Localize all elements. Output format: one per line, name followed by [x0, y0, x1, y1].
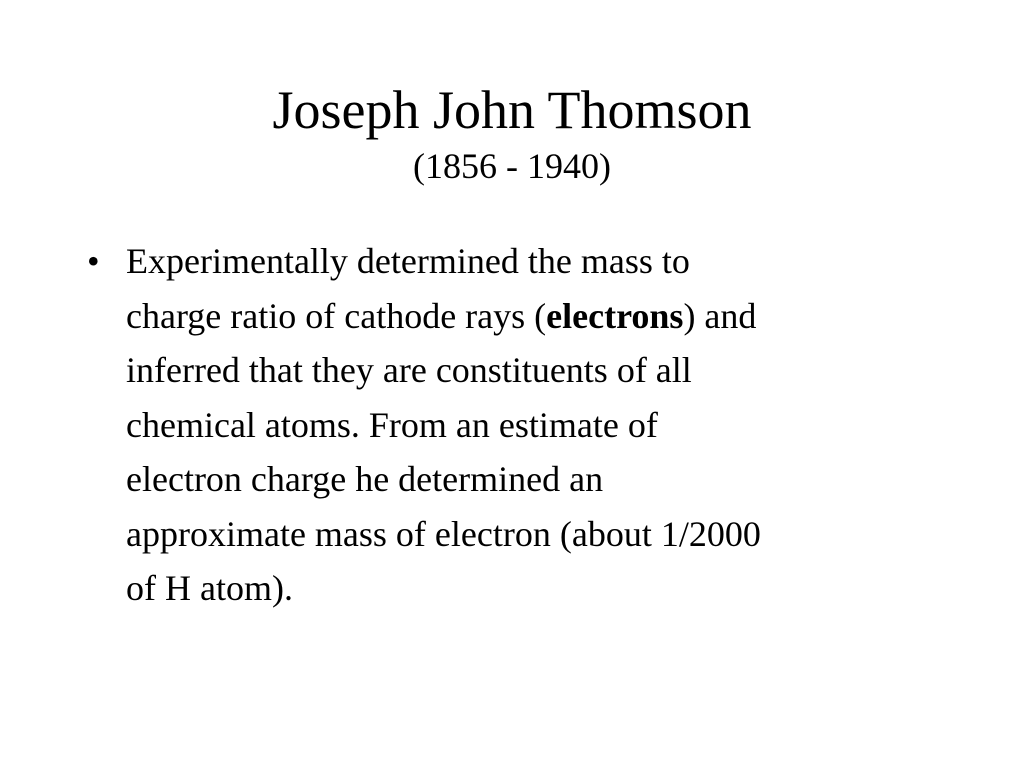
- line-text: ) and: [683, 295, 757, 336]
- bullet-list: [83, 234, 953, 616]
- bullet-line: approximate mass of electron (about 1/2000: [126, 513, 761, 554]
- bullet-item: [83, 234, 953, 616]
- bullet-line: Experimentally determined the mass to: [126, 241, 690, 281]
- bullet-text: [126, 234, 953, 616]
- bullet-line: [126, 289, 953, 344]
- bullet-line: electron charge he determined an: [126, 459, 604, 499]
- slide-subtitle: (1856 - 1940): [413, 146, 611, 186]
- bullet-line: of H atom).: [126, 568, 293, 608]
- line-text: charge ratio of cathode rays (: [126, 295, 547, 336]
- title-block: [0, 78, 1024, 188]
- emphasized-term: electrons: [546, 295, 684, 336]
- slide-title: Joseph John Thomson: [272, 80, 752, 140]
- bullet-line: chemical atoms. From an estimate of: [126, 404, 658, 445]
- bullet-line: inferred that they are constituents of all: [126, 350, 692, 390]
- bullet-icon: •: [87, 241, 100, 281]
